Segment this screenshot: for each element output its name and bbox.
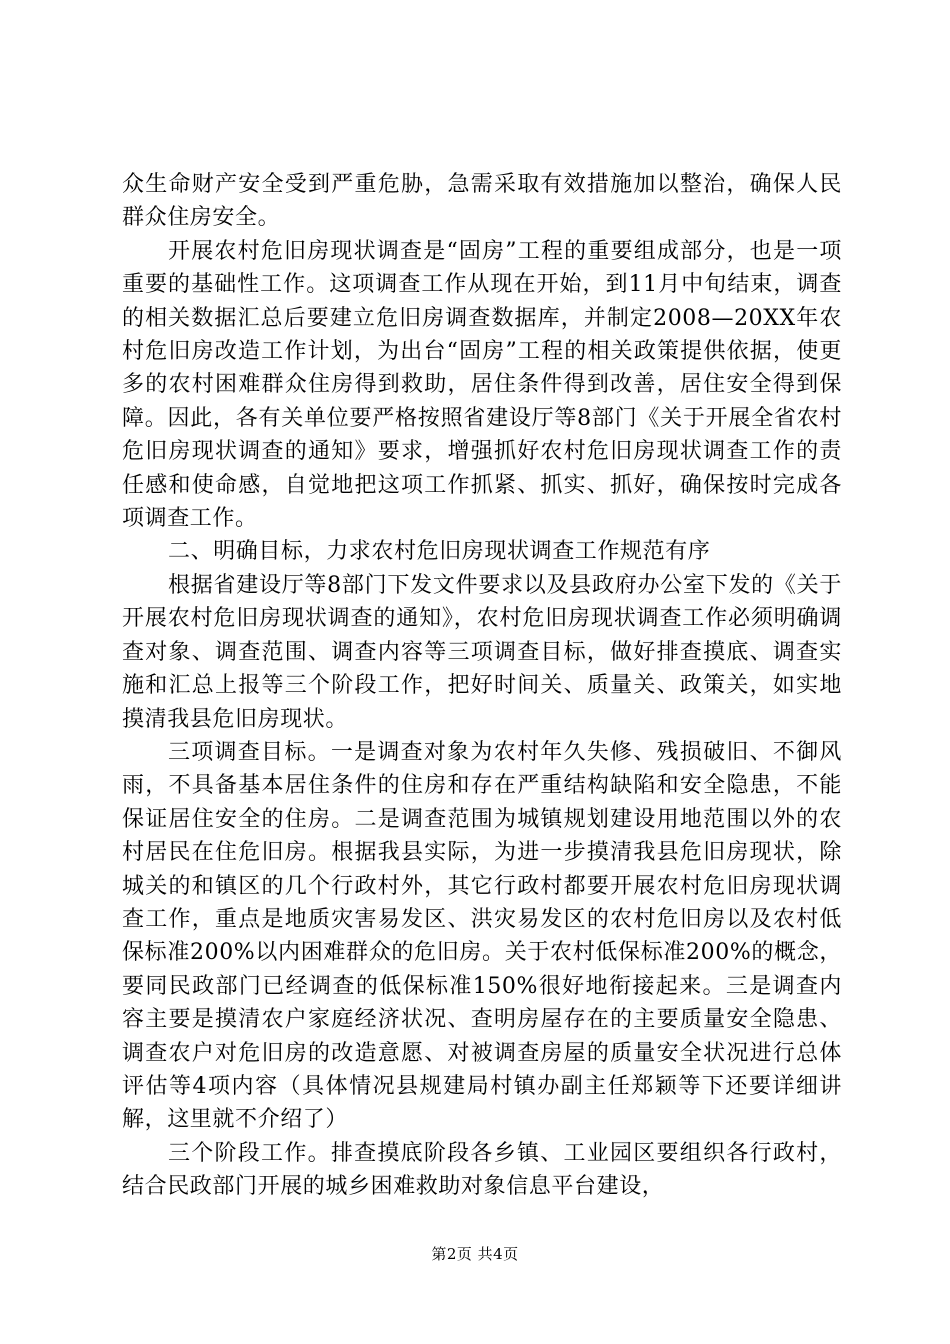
page-number-footer: 第2页 共4页 [431, 1245, 519, 1263]
document-body [122, 168, 842, 1204]
paragraph: 三项调查目标。一是调查对象为农村年久失修、残损破旧、不御风雨，不具备基本居住条件的住房和存在严重结构缺陷和安全隐患，不能保证居住安全的住房。二是调查范围为城镇规划建设用地范围以外的农村居民在住危旧房。根据我县实际，为进一步摸清我县危旧房现状，除城关的和镇区的几个行政村外，其它行政村都要开展农村危旧房现状调查工作，重点是地质灾害易发区、洪灾易发区的农村危旧房以及农村低保标准200%以内困难群众的危旧房。关于农村低保标准200%的概念，要同民政部门已经调查的低保标准150%很好地衔接起来。三是调查内容主要是摸清农户家庭经济状况、查明房屋存在的主要质量安全隐患、调查农户对危旧房的改造意愿、对被调查房屋的质量安全状况进行总体评估等4项内容（具体情况县规建局村镇办副主任郑颖等下还要详细讲解，这里就不介绍了） [122, 739, 842, 1133]
paragraph: 开展农村危旧房现状调查是“固房”工程的重要组成部分，也是一项重要的基础性工作。这项调查工作从现在开始，到11月中旬结束，调查的相关数据汇总后要建立危旧房调查数据库，并制定2008—20XX年农村危旧房改造工作计划，为出台“固房”工程的相关政策提供依据，使更多的农村困难群众住房得到救助，居住条件得到改善，居住安全得到保障。因此，各有关单位要严格按照省建设厅等8部门《关于开展全省农村危旧房现状调查的通知》要求，增强抓好农村危旧房现状调查工作的责任感和使命感，自觉地把这项工作抓紧、抓实、抓好，确保按时完成各项调查工作。 [122, 238, 842, 532]
paragraph: 众生命财产安全受到严重危胁，急需采取有效措施加以整治，确保人民群众住房安全。 [122, 172, 842, 231]
paragraph: 三个阶段工作。排查摸底阶段各乡镇、工业园区要组织各行政村，结合民政部门开展的城乡困难救助对象信息平台建设， [122, 1140, 842, 1200]
section-heading: 二、明确目标，力求农村危旧房现状调查工作规范有序 [168, 539, 711, 565]
paragraph: 根据省建设厅等8部门下发文件要求以及县政府办公室下发的《关于开展农村危旧房现状调查的通知》，农村危旧房现状调查工作必须明确调查对象、调查范围、调查内容等三项调查目标，做好排查摸底、调查实施和汇总上报等三个阶段工作，把好时间关、质量关、政策关，如实地摸清我县危旧房现状。 [122, 572, 842, 732]
